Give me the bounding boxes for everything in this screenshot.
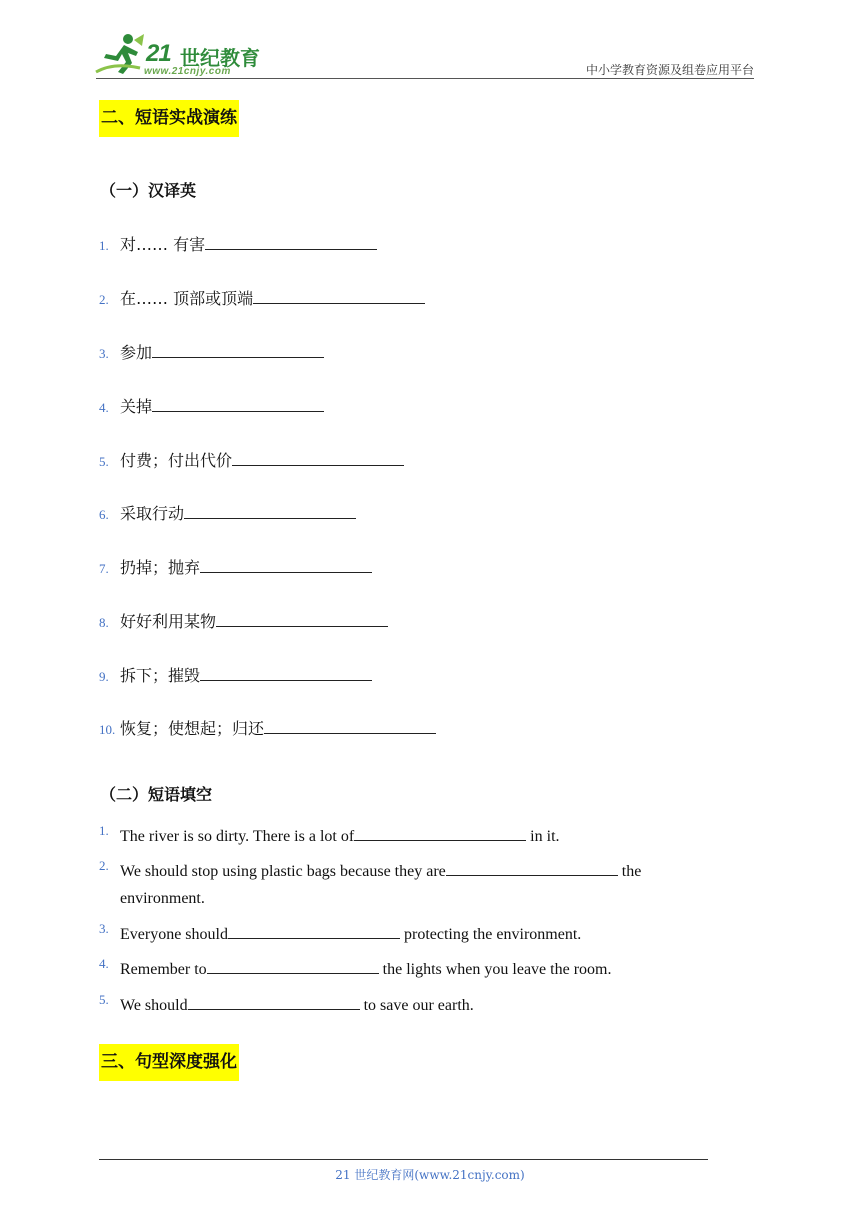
translation-item xyxy=(99,394,324,417)
item-text: 好好利用某物 xyxy=(120,612,217,631)
item-text-before: We should xyxy=(120,997,188,1014)
item-text-before: Remember to xyxy=(120,961,207,978)
item-number: 2. xyxy=(99,858,109,873)
answer-blank[interactable] xyxy=(354,826,526,841)
answer-blank[interactable] xyxy=(216,612,388,627)
logo-url: www.21cnjy.com xyxy=(144,66,231,77)
item-number: 5. xyxy=(99,992,109,1007)
header-platform-text: 中小学教育资源及组卷应用平台 xyxy=(585,63,754,77)
item-text-after: protecting the environment. xyxy=(399,926,582,943)
fill-in-item xyxy=(99,992,699,1019)
answer-blank[interactable] xyxy=(184,504,356,519)
part-title-fill-in: （二）短语填空 xyxy=(100,785,213,804)
item-text: 采取行动 xyxy=(120,504,185,523)
item-number: 6. xyxy=(99,507,109,522)
fill-in-item xyxy=(99,921,699,948)
item-text: 参加 xyxy=(120,343,153,362)
translation-item xyxy=(99,232,377,255)
item-text: 关掉 xyxy=(120,397,153,416)
item-number: 2. xyxy=(99,292,109,307)
fill-in-item xyxy=(99,956,699,983)
logo-number: 21 xyxy=(146,40,171,67)
item-number: 8. xyxy=(99,615,109,630)
item-number: 4. xyxy=(99,956,109,971)
answer-blank[interactable] xyxy=(152,343,324,358)
fill-in-item xyxy=(99,858,699,912)
item-number: 3. xyxy=(99,346,109,361)
item-number: 10. xyxy=(99,722,116,737)
item-text: 付费；付出代价 xyxy=(120,451,233,470)
item-text: 拆下；摧毁 xyxy=(120,666,201,685)
answer-blank[interactable] xyxy=(264,719,436,734)
item-text-after: to save our earth. xyxy=(359,997,474,1014)
item-number: 1. xyxy=(99,823,109,838)
translation-item xyxy=(99,448,404,471)
item-text-after: in it. xyxy=(526,828,560,845)
item-number: 5. xyxy=(99,454,109,469)
item-text: 恢复；使想起；归还 xyxy=(120,719,265,738)
item-text: 扔掉；抛弃 xyxy=(120,558,201,577)
item-text-after: the environment. xyxy=(120,863,642,907)
answer-blank[interactable] xyxy=(200,558,372,573)
answer-blank[interactable] xyxy=(188,995,360,1010)
item-number: 3. xyxy=(99,921,109,936)
header-divider xyxy=(96,78,754,79)
answer-blank[interactable] xyxy=(228,924,400,939)
answer-blank[interactable] xyxy=(446,861,618,876)
fill-in-item xyxy=(99,823,699,850)
answer-blank[interactable] xyxy=(207,959,379,974)
answer-blank[interactable] xyxy=(152,397,324,412)
item-text-before: The river is so dirty. There is a lot of xyxy=(120,828,355,845)
answer-blank[interactable] xyxy=(205,235,377,250)
item-text-after: the lights when you leave the room. xyxy=(378,961,612,978)
logo-text: 世纪教育 xyxy=(180,46,260,70)
footer-divider xyxy=(99,1159,708,1160)
item-number: 1. xyxy=(99,238,109,253)
answer-blank[interactable] xyxy=(253,289,425,304)
item-number: 9. xyxy=(99,669,109,684)
translation-item xyxy=(99,716,436,739)
answer-blank[interactable] xyxy=(200,666,372,681)
item-number: 4. xyxy=(99,400,109,415)
translation-item xyxy=(99,286,425,309)
translation-item xyxy=(99,340,324,363)
item-number: 7. xyxy=(99,561,109,576)
translation-item xyxy=(99,501,356,524)
footer-link[interactable]: 21 世纪教育网(www.21cnjy.com) xyxy=(335,1168,525,1182)
item-text-before: Everyone should xyxy=(120,926,228,943)
answer-blank[interactable] xyxy=(232,451,404,466)
item-text: 对…… 有害 xyxy=(120,235,206,254)
translation-item xyxy=(99,555,372,578)
translation-item xyxy=(99,663,372,686)
translation-item xyxy=(99,609,388,632)
runner-logo-icon xyxy=(94,32,146,76)
section-title-phrases: 二、短语实战演练 xyxy=(99,100,239,137)
site-logo xyxy=(94,32,264,78)
item-text-before: We should stop using plastic bags because they are xyxy=(120,863,446,880)
part-title-translation: （一）汉译英 xyxy=(100,181,197,200)
section-title-sentences: 三、句型深度强化 xyxy=(99,1044,239,1081)
item-text: 在…… 顶部或顶端 xyxy=(120,289,254,308)
